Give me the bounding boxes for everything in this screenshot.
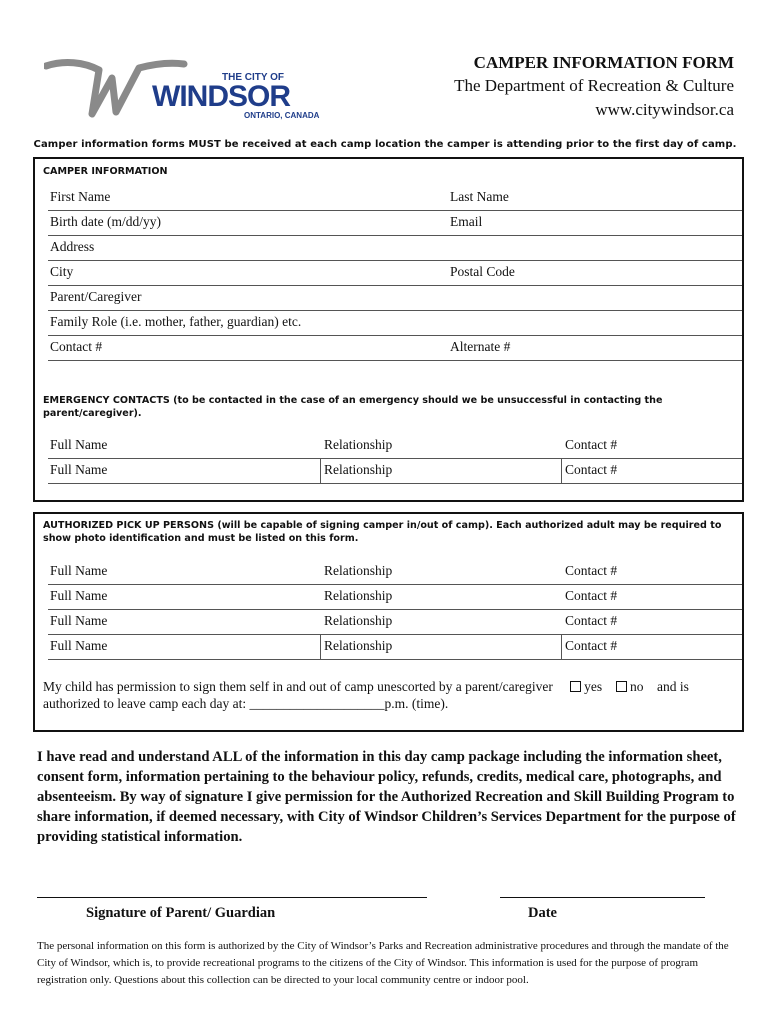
date-label: Date [528,905,557,921]
city-postal-row[interactable] [48,260,742,286]
relationship-label: Relationship [324,613,393,628]
column-divider [561,459,562,484]
contact-number-label: Contact # [565,563,618,578]
logo-line1: THE CITY OF [222,72,285,83]
pickup-person-row[interactable] [48,634,742,660]
contact-number-label: Contact # [565,588,618,603]
pickup-person-row[interactable] [48,584,742,610]
relationship-label: Relationship [324,437,393,452]
agreement-statement: I have read and understand ALL of the information in this day camp package including the information sheet, consent form, information pertaining to the behaviour policy, refunds, credits, medical care, photographs, and absenteeism. By way of signature I give permission for the Authorized Recreation and Skill Building Program to share information, if deemed necessary, with City of Windsor Children’s Services Department for the purpose of providing statistical information. [37,749,736,845]
first-last-name-row[interactable] [48,185,742,211]
family-role-label: Family Role (i.e. mother, father, guardian) etc. [50,314,302,329]
departure-time-line[interactable]: authorized to leave camp each day at: ____________________p.m. (time). [43,696,449,711]
signature-label: Signature of Parent/ Guardian [86,905,276,921]
email-label: Email [450,214,483,229]
camper-information-section [33,157,744,502]
column-divider [320,459,321,484]
emergency-contact-row[interactable] [48,433,742,459]
website-url: www.citywindsor.ca [595,100,734,119]
authorized-pickup-section [33,512,744,732]
form-header [454,52,734,122]
logo-line2: WINDSOR [152,80,290,113]
relationship-label: Relationship [324,638,393,653]
pickup-person-row[interactable] [48,559,742,585]
and-is-text: and is [657,679,689,694]
camper-info-heading: CAMPER INFORMATION [43,166,168,177]
pickup-person-row[interactable] [48,609,742,635]
alternate-contact-label: Alternate # [450,339,511,354]
permission-text: My child has permission to sign them self in and out of camp unescorted by a parent/caregiver [43,679,553,694]
permission-statement [43,678,689,712]
contact-number-label: Contact # [565,462,618,477]
family-role-row[interactable] [48,310,742,336]
contact-row[interactable] [48,335,742,361]
yes-checkbox[interactable] [570,681,581,692]
logo-line3: ONTARIO, CANADA [244,111,320,120]
signature-line[interactable] [37,897,427,898]
city-of-windsor-logo [44,56,344,126]
parent-caregiver-label: Parent/Caregiver [50,289,142,304]
birthdate-email-row[interactable] [48,210,742,236]
contact-number-label: Contact # [565,613,618,628]
authorized-pickup-heading: AUTHORIZED PICK UP PERSONS (will be capable of signing camper in/out of camp). Each authorized adult may be required to show photo identification and must be listed on this form. [43,520,722,544]
no-checkbox[interactable] [616,681,627,692]
contact-number-label: Contact # [565,437,618,452]
column-divider [320,635,321,660]
column-divider [561,635,562,660]
relationship-label: Relationship [324,588,393,603]
full-name-label: Full Name [50,613,108,628]
privacy-notice: The personal information on this form is authorized by the City of Windsor’s Parks and Recreation administrative procedures and through the mandate of the City of Windsor, which is, to provide recreational programs to the citizens of the City of Windsor. This information is used for the purpose of program registration only. Questions about this collection can be directed to your local community centre or indoor pool. [37,940,729,986]
date-line[interactable] [500,897,705,898]
relationship-label: Relationship [324,563,393,578]
relationship-label: Relationship [324,462,393,477]
parent-caregiver-row[interactable] [48,285,742,311]
postal-code-label: Postal Code [450,264,515,279]
contact-number-label: Contact # [565,638,618,653]
address-label: Address [50,239,95,254]
full-name-label: Full Name [50,563,108,578]
emergency-contact-row[interactable] [48,458,742,484]
first-name-label: First Name [50,189,111,204]
address-row[interactable] [48,235,742,261]
last-name-label: Last Name [450,189,509,204]
submission-notice: Camper information forms MUST be received at each camp location the camper is attending prior to the first day of camp. [33,139,737,150]
full-name-label: Full Name [50,588,108,603]
emergency-contacts-heading: EMERGENCY CONTACTS (to be contacted in the case of an emergency should we be unsuccessful in contacting the parent/caregiver). [43,395,663,419]
full-name-label: Full Name [50,638,108,653]
contact-label: Contact # [50,339,103,354]
department-name: The Department of Recreation & Culture [454,76,734,95]
no-label: no [630,679,644,694]
full-name-label: Full Name [50,462,108,477]
city-label: City [50,264,74,279]
yes-label: yes [584,679,603,694]
form-title: CAMPER INFORMATION FORM [473,53,734,72]
full-name-label: Full Name [50,437,108,452]
birth-date-label: Birth date (m/dd/yy) [50,214,161,229]
